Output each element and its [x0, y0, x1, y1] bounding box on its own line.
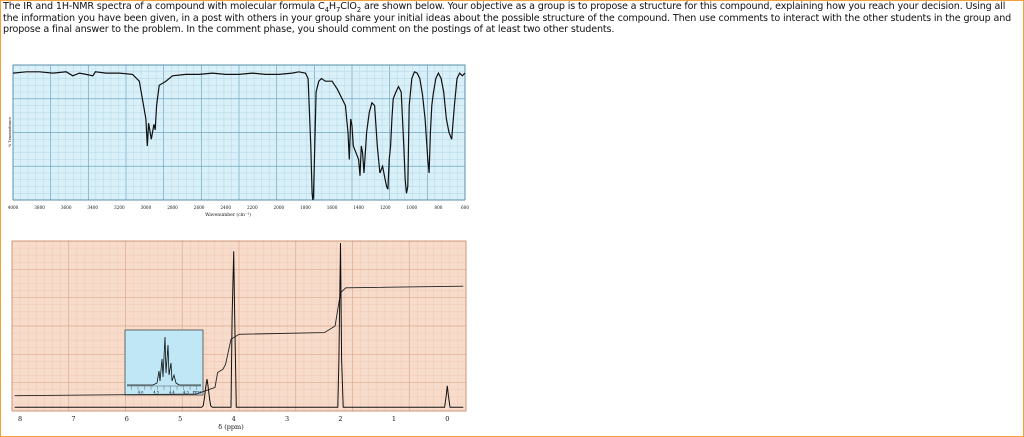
- ir-x-tick-label: 600: [461, 205, 469, 210]
- ir-x-tick-label: 2200: [246, 205, 258, 210]
- ir-x-tick-label: 1800: [300, 205, 311, 210]
- inset-tick-label: PPM: [192, 390, 202, 395]
- nmr-x-tick-label: 3: [285, 415, 290, 423]
- ir-x-tick-label: 2400: [220, 205, 232, 210]
- inset-tick-label: 4.5: [153, 390, 160, 395]
- ir-x-tick-label: 2000: [273, 205, 285, 210]
- nmr-spectrum-chart: [8, 238, 470, 433]
- ir-x-tick-label: 2600: [193, 205, 205, 210]
- ir-grid: [13, 65, 465, 200]
- ir-x-axis-label: Wavenumber (cm⁻¹): [205, 213, 251, 218]
- ir-x-tick-label: 3200: [114, 205, 125, 210]
- nmr-x-tick-label: 6: [124, 415, 129, 423]
- ir-spectrum-svg: [8, 60, 470, 225]
- nmr-x-tick-label: 8: [17, 415, 23, 423]
- nmr-x-tick-label: 5: [178, 415, 183, 423]
- inset-tick-label: 4.6: [137, 390, 144, 395]
- ir-x-tick-label: 3400: [87, 205, 99, 210]
- ir-x-tick-label: 3800: [34, 205, 45, 210]
- question-text: The IR and 1H-NMR spectra of a compound with molecular formula $C_4H_7ClO_2$ are shown below. Your objective as a group is to propose a structure for this compound, explaining how you reach your decision. Using all the information you have been given, in a post with others in your group share your initial ideas about the possible structure of the compound. Then use comments to interact with the other students in the group and propose a final answer to the problem. In the comment phase, you should comment on the postings of at least two other students.: [3, 1, 1012, 35]
- nmr-x-tick-label: 4: [231, 415, 236, 423]
- nmr-x-axis-label: δ (ppm): [218, 423, 244, 431]
- ir-x-tick-label: 4000: [8, 205, 19, 210]
- ir-x-tick-label: 1200: [379, 205, 391, 210]
- ir-x-tick-label: 1400: [353, 205, 364, 210]
- nmr-inset-expansion: [125, 330, 203, 395]
- ir-x-tick-label: 1600: [326, 205, 338, 210]
- nmr-spectrum-svg: [8, 238, 470, 433]
- ir-x-tick-label: 1000: [406, 205, 418, 210]
- ir-x-tick-label: 800: [434, 205, 443, 210]
- inset-tick-label: 4.3: [182, 390, 189, 395]
- ir-spectrum-chart: [8, 60, 470, 225]
- nmr-x-tick-label: 7: [71, 415, 76, 423]
- ir-x-tick-label: 3000: [140, 205, 152, 210]
- ir-x-tick-label: 2800: [167, 205, 178, 210]
- nmr-x-tick-label: 1: [391, 415, 396, 423]
- ir-tick-labels: [8, 205, 469, 210]
- ir-x-tick-label: 3600: [60, 205, 72, 210]
- nmr-tick-labels: [18, 415, 449, 423]
- inset-tick-label: 4.4: [168, 390, 175, 395]
- nmr-x-tick-label: 0: [445, 415, 450, 423]
- nmr-x-tick-label: 2: [338, 415, 343, 423]
- ir-y-axis-label: % Transmittance: [8, 116, 12, 148]
